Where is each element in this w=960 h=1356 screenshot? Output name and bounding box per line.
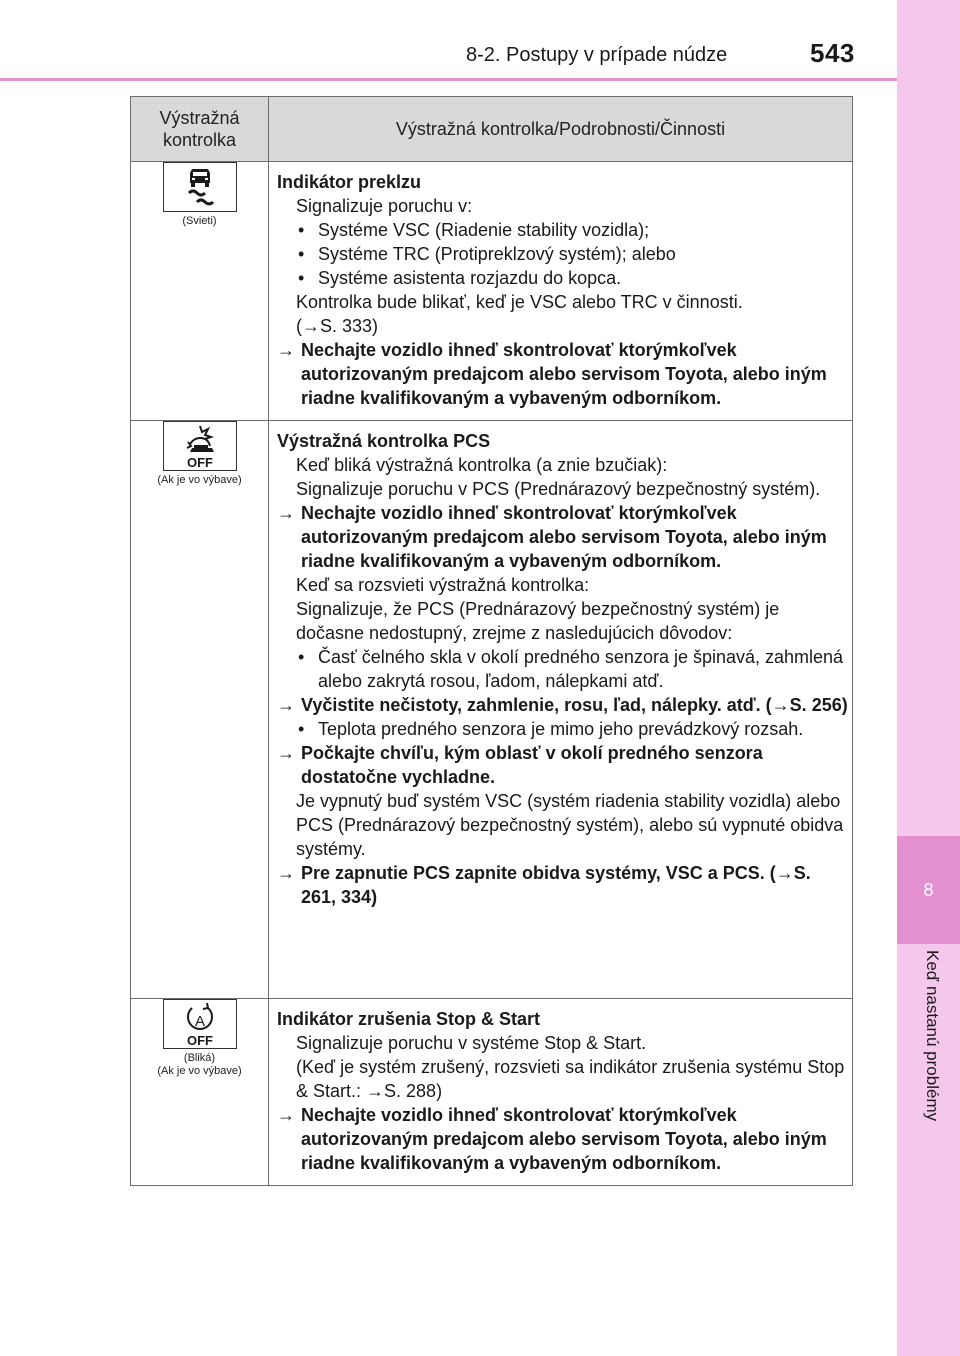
detail-bullet: • Systéme VSC (Riadenie stability vozidla); [277, 218, 850, 242]
detail-line: (Keď je systém zrušený, rozsvieti sa indikátor zrušenia systému Stop & Start.: →S. 288) [296, 1057, 845, 1101]
detail-bullet: • Systéme TRC (Protipreklzový systém); alebo [277, 242, 850, 266]
lamp-cell [131, 162, 269, 421]
section-title: 8-2. Postupy v prípade núdze [466, 44, 728, 66]
detail-line: Signalizuje, že PCS (Prednárazový bezpečnostný systém) je dočasne nedostupný, zrejme z nasledujúcich dôvodov: [296, 599, 780, 643]
column-header-lamp: Výstražná kontrolka [131, 97, 269, 162]
chapter-number-tab: 8 [897, 836, 960, 944]
slip-indicator-icon [163, 162, 237, 212]
lamp-caption: (Ak je vo výbave) [157, 474, 242, 486]
table-row [131, 162, 853, 421]
detail-line: Keď sa rozsvieti výstražná kontrolka: [296, 575, 590, 595]
detail-line: Signalizuje poruchu v: [296, 196, 473, 216]
detail-line: Signalizuje poruchu v PCS (Prednárazový bezpečnostný systém). [296, 479, 821, 499]
warning-lamp-table [130, 96, 853, 1186]
detail-bullet: • Teplota predného senzora je mimo jeho prevádzkový rozsah. [277, 717, 850, 741]
action-instruction: → Nechajte vozidlo ihneď skontrolovať ktorýmkoľvek autorizovaným predajcom alebo servisom Toyota, alebo iným riadne kvalifikovaným a vybaveným odborníkom. [277, 338, 850, 410]
table-row [131, 421, 853, 999]
lamp-caption-secondary: (Ak je vo výbave) [157, 1065, 242, 1077]
lamp-title: Indikátor preklzu [277, 172, 422, 192]
pcs-off-warning-icon [163, 421, 237, 471]
detail-line: Keď bliká výstražná kontrolka (a znie bzučiak): [296, 455, 668, 475]
icon-letter: A [194, 1013, 205, 1030]
action-instruction: → Nechajte vozidlo ihneď skontrolovať ktorýmkoľvek autorizovaným predajcom alebo servisom Toyota, alebo iným riadne kvalifikovaným a vybaveným odborníkom. [277, 501, 850, 573]
lamp-cell [131, 999, 269, 1186]
detail-line: Je vypnutý buď systém VSC (systém riadenia stability vozidla) alebo PCS (Prednárazový bezpečnostný systém), alebo sú vypnuté obidva systémy. [296, 791, 844, 859]
table-header-row [131, 97, 853, 162]
details-cell [269, 421, 853, 999]
icon-off-label: OFF [186, 455, 213, 470]
action-instruction: → Počkajte chvíľu, kým oblasť v okolí predného senzora dostatočne vychladne. [277, 741, 850, 789]
details-cell [269, 162, 853, 421]
stop-start-off-icon [163, 999, 237, 1049]
detail-bullet: • Systéme asistenta rozjazdu do kopca. [277, 266, 850, 290]
detail-line: Kontrolka bude blikať, keď je VSC alebo TRC v činnosti. [296, 292, 743, 312]
action-instruction: → Pre zapnutie PCS zapnite obidva systémy, VSC a PCS. (→S. 261, 334) [277, 861, 850, 909]
lamp-caption: (Bliká) [183, 1052, 216, 1064]
icon-off-label: OFF [186, 1033, 213, 1048]
page-number: 543 [810, 38, 855, 68]
detail-line: (→S. 333) [296, 316, 379, 336]
lamp-caption: (Svieti) [182, 215, 217, 227]
table-row [131, 999, 853, 1186]
detail-line: Signalizuje poruchu v systéme Stop & Start. [296, 1033, 647, 1053]
lamp-cell [131, 421, 269, 999]
lamp-title: Výstražná kontrolka PCS [277, 431, 491, 451]
action-instruction: → Vyčistite nečistoty, zahmlenie, rosu, ľad, nálepky. atď. (→S. 256) [277, 693, 850, 717]
lamp-title: Indikátor zrušenia Stop & Start [277, 1009, 541, 1029]
page-header [0, 0, 897, 81]
action-instruction: → Nechajte vozidlo ihneď skontrolovať ktorýmkoľvek autorizovaným predajcom alebo servisom Toyota, alebo iným riadne kvalifikovaným a vybaveným odborníkom. [277, 1103, 850, 1175]
chapter-title: Keď nastanú problémy [923, 950, 942, 1122]
details-cell [269, 999, 853, 1186]
detail-bullet: • Časť čelného skla v okolí predného senzora je špinavá, zahmlená alebo zakrytá rosou, ľadom, nálepkami atď. [277, 645, 850, 693]
column-header-details: Výstražná kontrolka/Podrobnosti/Činnosti [269, 97, 853, 162]
